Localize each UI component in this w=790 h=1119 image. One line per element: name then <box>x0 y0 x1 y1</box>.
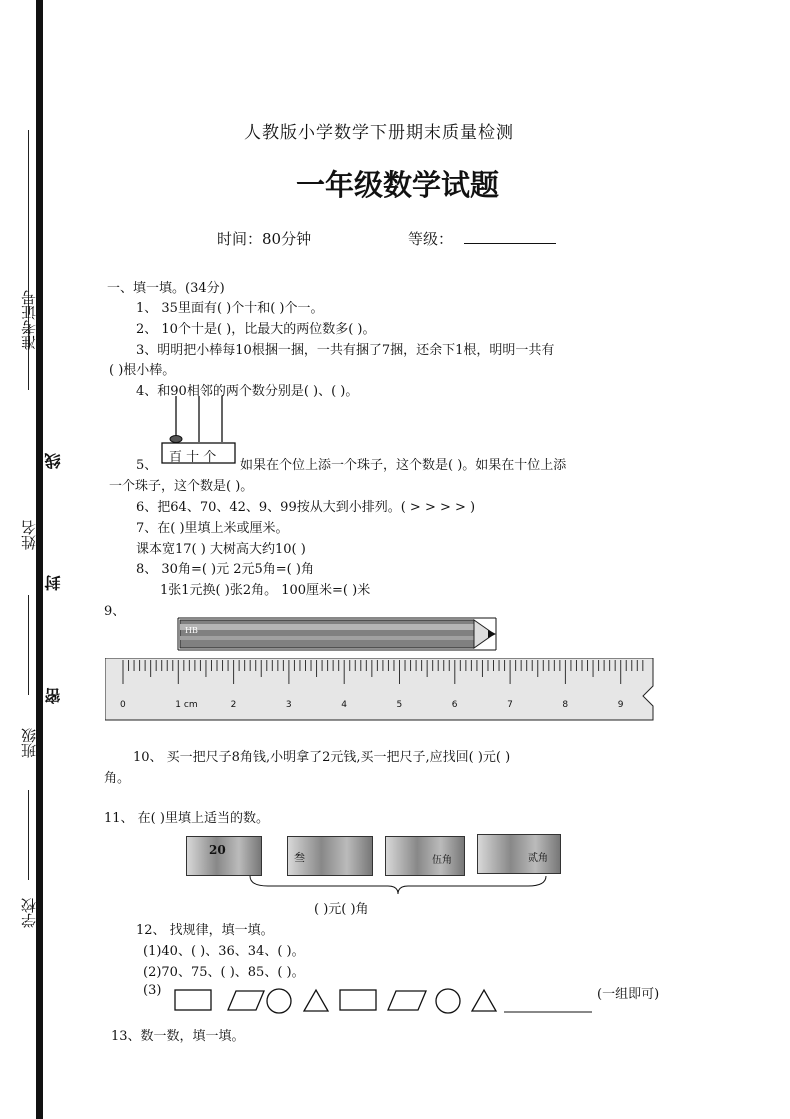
question-7-items: 课本宽17( ) 大树高大约10( ) <box>136 542 306 557</box>
parallelogram-shape <box>388 991 426 1010</box>
question-5: 如果在个位上添一个珠子，这个数是( )。如果在十位上添 <box>240 458 567 473</box>
question-8-cont: 1张1元换( )张2角。 100厘米=( )米 <box>160 583 371 598</box>
money-3-jiao: 叁 <box>287 836 373 876</box>
question-1: 1、 35里面有( )个十和( )个一。 <box>136 301 324 316</box>
circle-shape <box>267 989 291 1013</box>
exam-subtitle: 人教版小学数学下册期末质量检测 <box>244 123 514 143</box>
triangle-shape <box>304 990 328 1011</box>
ruler-tick-label: 0 <box>120 700 126 710</box>
ruler-tick-label: 3 <box>285 700 292 710</box>
school-label: 学校 <box>20 898 38 928</box>
margin-divider <box>28 595 29 695</box>
question-13: 13、数一数，填一填。 <box>111 1029 245 1044</box>
ruler-figure <box>105 658 660 722</box>
question-12-1: (1)40、( )、36、34、( )。 <box>143 944 305 959</box>
question-5-number: 5、 <box>136 458 158 473</box>
time-label: 时间：80分钟 <box>217 230 312 248</box>
seal-char-xian: 线 <box>44 453 63 469</box>
pencil-figure <box>176 614 502 654</box>
question-5-cont: 一个珠子，这个数是( )。 <box>109 479 254 494</box>
margin-divider <box>28 790 29 880</box>
question-9: 9、 <box>104 604 126 619</box>
rectangle-shape <box>340 990 376 1010</box>
rectangle-shape <box>175 990 211 1010</box>
question-8: 8、 30角=( )元 2元5角=( )角 <box>136 562 314 577</box>
margin-divider <box>28 130 29 390</box>
class-label: 班级 <box>20 728 38 758</box>
seal-char-mi: 密 <box>44 688 63 704</box>
ruler-tick-label: 7 <box>507 700 513 710</box>
ruler-tick-label: 2 <box>230 700 237 710</box>
money-20-yuan: 20 <box>186 836 262 876</box>
ruler-tick-label: 6 <box>451 700 458 710</box>
question-4: 4、和90相邻的两个数分别是( )、( )。 <box>136 384 359 399</box>
abacus-place-labels: 百 十 个 <box>169 450 217 465</box>
triangle-shape <box>472 990 496 1011</box>
question-6: 6、把64、70、42、9、99按从大到小排列。( > > > > ) <box>136 500 476 515</box>
ruler-tick-label: 1 cm <box>175 700 198 710</box>
section-heading: 一、填一填。(34分) <box>107 281 225 296</box>
name-label: 姓名 <box>20 520 38 550</box>
seal-char-feng: 封 <box>44 575 63 591</box>
question-3-cont: ( )根小棒。 <box>109 363 176 378</box>
pencil-label: HB <box>185 626 198 635</box>
circle-shape <box>436 989 460 1013</box>
ruler-tick-label: 9 <box>617 700 624 710</box>
binding-line <box>36 0 43 1119</box>
question-3: 3、明明把小棒每10根捆一捆，一共有捆了7捆，还余下1根，明明一共有 <box>136 343 555 358</box>
question-12-3: (3) <box>143 983 162 998</box>
question-12-2: (2)70、75、( )、85、( )。 <box>143 965 305 980</box>
question-12-note: (一组即可) <box>597 987 660 1002</box>
question-11: 11、 在( )里填上适当的数。 <box>104 811 269 826</box>
money-2-jiao: 贰角 <box>477 834 561 874</box>
exam-number-label: 准考证号 <box>20 290 38 350</box>
parallelogram-shape <box>228 991 264 1010</box>
question-11-answer: ( )元( )角 <box>314 902 369 917</box>
question-10: 10、 买一把尺子8角钱,小明拿了2元钱,买一把尺子,应找回( )元( ) <box>133 750 511 765</box>
question-2: 2、 10个十是( )，比最大的两位数多( )。 <box>136 322 376 337</box>
question-12: 12、 找规律，填一填。 <box>136 923 274 938</box>
grade-label: 等级： <box>408 230 454 248</box>
question-10-cont: 角。 <box>104 771 131 786</box>
question-7: 7、在( )里填上米或厘米。 <box>136 521 289 536</box>
ruler-tick-label: 8 <box>562 700 569 710</box>
grade-blank[interactable] <box>464 243 556 244</box>
money-5-jiao: 伍角 <box>385 836 465 876</box>
exam-title: 一年级数学试题 <box>296 168 500 202</box>
shape-pattern <box>172 986 600 1016</box>
ruler-tick-label: 5 <box>396 700 403 710</box>
money-brace <box>248 874 548 896</box>
ruler-tick-label: 4 <box>341 700 347 710</box>
